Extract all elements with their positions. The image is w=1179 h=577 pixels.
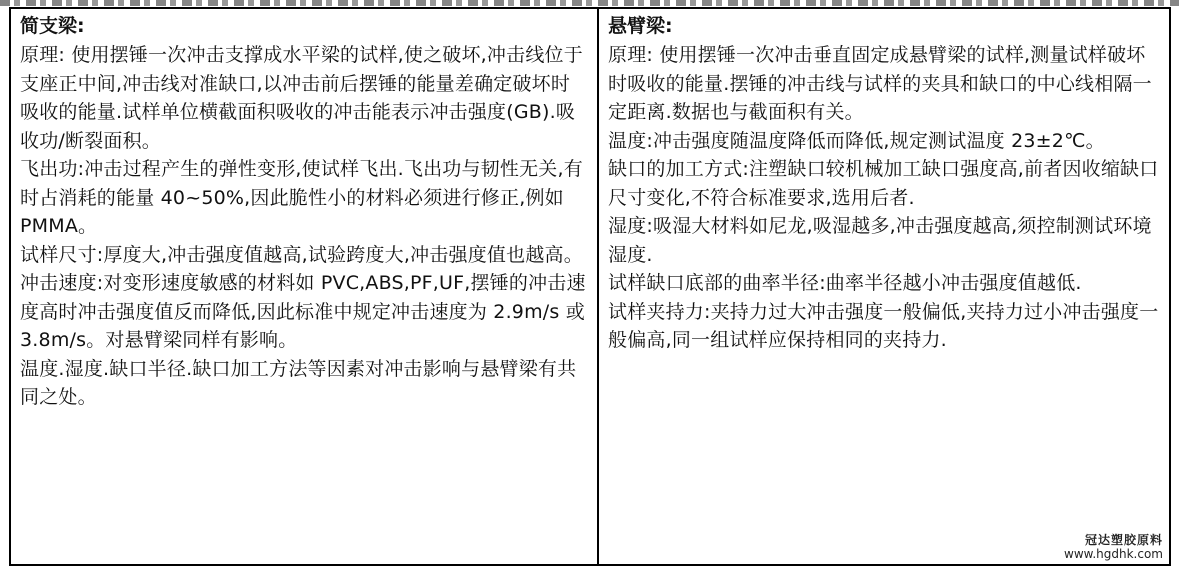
left-paragraph-principle: 原理: 使用摆锤一次冲击支撑成水平梁的试样,使之破坏,冲击线位于支座正中间,冲击线对准缺口,以冲击前后摆锤的能量差确定破坏时吸收的能量.试样单位横截面积吸收的冲击能表示冲击强度(GB).吸收功/断裂面积。 [20,44,583,152]
right-paragraph-humidity: 湿度:吸湿大材料如尼龙,吸湿越多,冲击强度越高,须控制测试环境湿度. [608,215,1152,266]
right-paragraph-principle: 原理: 使用摆锤一次冲击垂直固定成悬臂梁的试样,测量试样破坏时吸收的能量.摆锤的冲击线与试样的夹具和缺口的中心线相隔一定距离.数据也与截面积有关。 [608,44,1152,123]
watermark-url: www.hgdhk.com [1064,547,1163,561]
left-paragraph-impact-speed: 冲击速度:对变形速度敏感的材料如 PVC,ABS,PF,UF,摆锤的冲击速度高时冲击强度值反而降低,因此标准中规定冲击速度为 2.9m/s 或 3.8m/s。对悬臂梁同样有影响。 [20,272,586,351]
watermark-name: 冠达塑胶原料 [1084,533,1163,547]
right-paragraph-clamping-force: 试样夹持力:夹持力过大冲击强度一般偏低,夹持力过小冲击强度一般偏高,同一组试样应保持相同的夹持力. [608,300,1159,351]
left-paragraph-common-factors: 温度.湿度.缺口半径.缺口加工方法等因素对冲击影响与悬臂梁有共同之处。 [20,357,577,408]
left-paragraph-specimen-size: 试样尺寸:厚度大,冲击强度值越高,试验跨度大,冲击强度值也越高。 [20,243,583,266]
cropped-top-text-strip [0,0,1179,6]
right-paragraph-notch-radius: 试样缺口底部的曲率半径:曲率半径越小冲击强度值越低. [608,272,1082,294]
right-paragraph-notch-machining: 缺口的加工方式:注塑缺口较机械加工缺口强度高,前者因收缩缺口尺寸变化,不符合标准要求,选用后者. [608,158,1159,209]
cantilever-beam-column [599,9,1169,564]
watermark [1064,533,1163,561]
simply-supported-beam-column [11,9,599,564]
left-paragraph-fly-off-work: 飞出功:冲击过程产生的弹性变形,使试样飞出.飞出功与韧性无关,有时占消耗的能量 40~50%,因此脆性小的材料必须进行修正,例如 PMMA。 [20,158,583,237]
right-paragraph-temperature: 温度:冲击强度随温度降低而降低,规定测试温度 23±2℃。 [608,129,1105,152]
comparison-table [9,7,1171,566]
right-column-title: 悬臂梁: [608,15,673,37]
left-column-title: 简支梁: [20,15,85,37]
